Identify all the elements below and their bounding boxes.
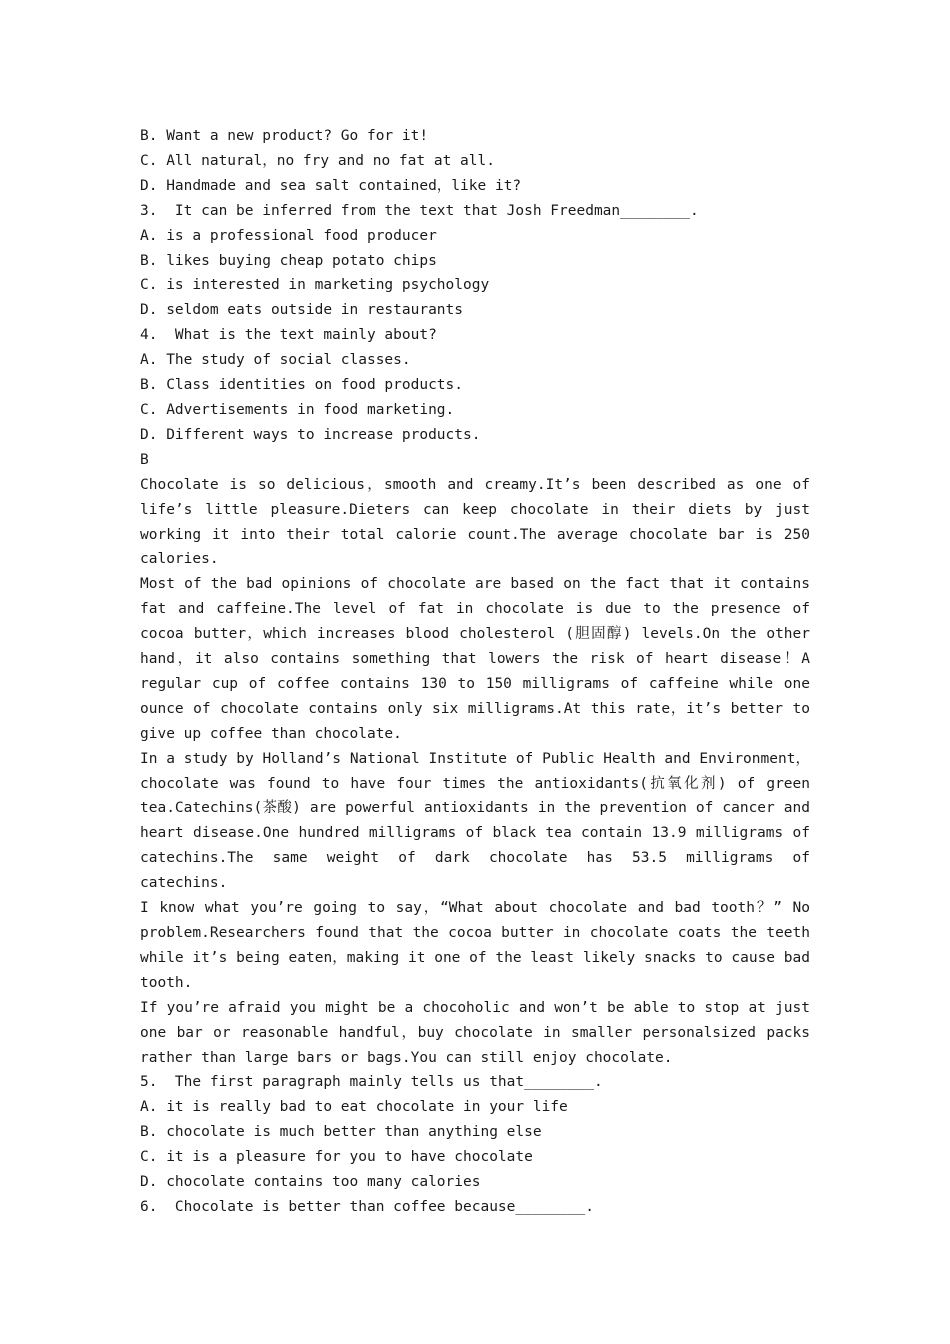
option-a: A. is a professional food producer <box>140 227 437 244</box>
passage-paragraph: In a study by Holland’s National Institute of Public Health and Environment，chocolate was found to have four times the antioxidants(抗氧化剂) of green tea.Catechins(茶酸) are powerful antioxidants in the prevention of cancer and heart disease.One hundred milligrams of black tea contain 13.9 milligrams of catechins.The same weight of dark chocolate has 53.5 milligrams of catechins. <box>140 750 810 892</box>
question-5 <box>140 1070 810 1195</box>
option-c: C. is interested in marketing psychology <box>140 277 490 294</box>
option-a: A. it is really bad to eat chocolate in your life <box>140 1099 568 1116</box>
option-d: D. chocolate contains too many calories <box>140 1174 481 1191</box>
passage-paragraph: Most of the bad opinions of chocolate are based on the fact that it contains fat and caffeine.The level of fat in chocolate is due to the presence of cocoa butter，which increases blood cholesterol (胆固醇) levels.On the other hand，it also contains something that lowers the risk of heart disease！A regular cup of coffee contains 130 to 150 milligrams of caffeine while one ounce of chocolate contains only six milligrams.At this rate，it’s better to give up coffee than chocolate. <box>140 576 810 742</box>
question-stem: 5. The first paragraph mainly tells us that________. <box>140 1074 603 1091</box>
option-d: D. Different ways to increase products. <box>140 426 481 443</box>
option-d: D. seldom eats outside in restaurants <box>140 302 464 319</box>
option-d: D. Handmade and sea salt contained，like it? <box>140 177 522 194</box>
option-b: B. Want a new product? Go for it! <box>140 128 429 144</box>
passage-label: B <box>140 451 149 468</box>
question-3 <box>140 199 810 324</box>
passage-paragraph: If you’re afraid you might be a chocoholic and won’t be able to stop at just one bar or reasonable handful，buy chocolate in smaller personalsized packs rather than large bars or bags.You can still enjoy chocolate. <box>140 999 810 1066</box>
question-stem: 3. It can be inferred from the text that Josh Freedman________. <box>140 202 699 219</box>
option-b: B. chocolate is much better than anything else <box>140 1124 542 1141</box>
option-c: C. it is a pleasure for you to have chocolate <box>140 1149 533 1166</box>
option-b: B. Class identities on food products. <box>140 377 464 394</box>
document-page <box>140 124 810 1220</box>
question-6 <box>140 1195 810 1220</box>
option-a: A. The study of social classes. <box>140 352 411 369</box>
question-stem: 4. What is the text mainly about? <box>140 327 437 344</box>
option-c: C. All natural，no fry and no fat at all. <box>140 152 495 169</box>
question-stem: 6. Chocolate is better than coffee because________. <box>140 1198 594 1215</box>
question-4 <box>140 323 810 448</box>
option-c: C. Advertisements in food marketing. <box>140 401 455 418</box>
passage-paragraph: I know what you’re going to say，“What about chocolate and bad tooth？” No problem.Researchers found that the cocoa butter in chocolate coats the teeth while it’s being eaten，making it one of the least likely snacks to cause bad tooth. <box>140 900 810 991</box>
question-2-options <box>140 124 810 199</box>
option-b: B. likes buying cheap potato chips <box>140 252 437 269</box>
passage-b <box>140 448 810 1071</box>
passage-paragraph: Chocolate is so delicious，smooth and creamy.It’s been described as one of life’s little pleasure.Dieters can keep chocolate in their diets by just working it into their total calorie count.The average chocolate bar is 250 calories. <box>140 476 810 568</box>
